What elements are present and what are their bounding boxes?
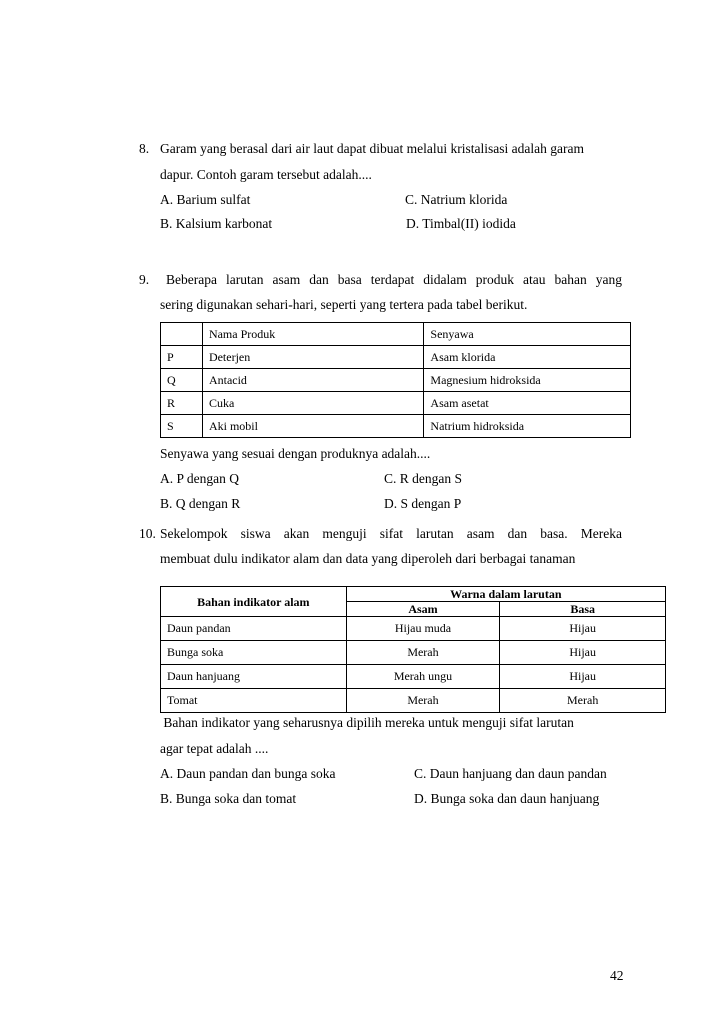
q9-line1: Beberapa larutan asam dan basa terdapat didalam produk atau bahan yang: [166, 272, 622, 287]
q8-line2: dapur. Contoh garam tersebut adalah....: [160, 167, 372, 182]
table-row: [161, 641, 666, 665]
q10-option-b: B. Bunga soka dan tomat: [160, 791, 297, 806]
table-header-row: [161, 587, 666, 602]
table-cell: Antacid: [202, 369, 423, 392]
table-cell: Q: [161, 369, 203, 392]
q8-option-c: C. Natrium klorida: [405, 192, 508, 207]
q8-number: 8.: [139, 141, 150, 156]
table-cell: Hijau: [500, 641, 666, 665]
q10-line2: membuat dulu indikator alam dan data yang diperoleh dari berbagai tanaman: [160, 551, 576, 566]
table-cell: Hijau muda: [346, 617, 500, 641]
header-base: Basa: [500, 602, 666, 617]
q9-option-c: C. R dengan S: [384, 471, 463, 486]
q8-option-b: B. Kalsium karbonat: [160, 216, 273, 231]
q10-option-a: A. Daun pandan dan bunga soka: [160, 766, 336, 781]
table-cell: Tomat: [161, 689, 347, 713]
table-row: [161, 689, 666, 713]
q8-line1: Garam yang berasal dari air laut dapat dibuat melalui kristalisasi adalah garam: [160, 141, 584, 156]
table-header-row: [161, 323, 631, 346]
header-acid: Asam: [346, 602, 500, 617]
q9-option-a: A. P dengan Q: [160, 471, 239, 486]
table-row: [161, 665, 666, 689]
q9-question: Senyawa yang sesuai dengan produknya adalah....: [160, 446, 431, 461]
table-cell: R: [161, 392, 203, 415]
table-header-cell: Nama Produk: [202, 323, 423, 346]
table-cell: Daun hanjuang: [161, 665, 347, 689]
table-cell: Aki mobil: [202, 415, 423, 438]
q10-number: 10.: [139, 526, 156, 541]
q9-option-b: B. Q dengan R: [160, 496, 241, 511]
table-cell: Natrium hidroksida: [424, 415, 631, 438]
header-color: Warna dalam larutan: [346, 587, 665, 602]
table-header-cell: Senyawa: [424, 323, 631, 346]
q8-option-d: D. Timbal(II) iodida: [406, 216, 516, 231]
q10-option-d: D. Bunga soka dan daun hanjuang: [414, 791, 600, 806]
table-cell: Merah: [346, 689, 500, 713]
table-cell: Deterjen: [202, 346, 423, 369]
table-cell: S: [161, 415, 203, 438]
table-cell: Magnesium hidroksida: [424, 369, 631, 392]
q10-question-line2: agar tepat adalah ....: [160, 741, 269, 756]
table-cell: Merah ungu: [346, 665, 500, 689]
q10-option-c: C. Daun hanjuang dan daun pandan: [414, 766, 607, 781]
q9-option-d: D. S dengan P: [384, 496, 462, 511]
table-row: [161, 617, 666, 641]
indicator-table: [160, 586, 666, 713]
table-cell: Merah: [500, 689, 666, 713]
header-indicator: Bahan indikator alam: [161, 587, 347, 617]
table-row: [161, 415, 631, 438]
table-cell: Bunga soka: [161, 641, 347, 665]
q9-line2: sering digunakan sehari-hari, seperti yang tertera pada tabel berikut.: [160, 297, 528, 312]
table-header-cell: [161, 323, 203, 346]
q10-question-line1: Bahan indikator yang seharusnya dipilih mereka untuk menguji sifat larutan: [160, 715, 574, 730]
table-row: [161, 346, 631, 369]
q8-option-a: A. Barium sulfat: [160, 192, 251, 207]
table-cell: Asam asetat: [424, 392, 631, 415]
q9-number: 9.: [139, 272, 150, 287]
table-cell: Cuka: [202, 392, 423, 415]
table-cell: Hijau: [500, 617, 666, 641]
products-table: [160, 322, 631, 438]
table-cell: Daun pandan: [161, 617, 347, 641]
table-row: [161, 369, 631, 392]
table-cell: Hijau: [500, 665, 666, 689]
table-cell: P: [161, 346, 203, 369]
table-cell: Asam klorida: [424, 346, 631, 369]
q10-line1: Sekelompok siswa akan menguji sifat larutan asam dan basa. Mereka: [160, 526, 622, 541]
table-row: [161, 392, 631, 415]
page-number: 42: [610, 968, 624, 983]
table-cell: Merah: [346, 641, 500, 665]
